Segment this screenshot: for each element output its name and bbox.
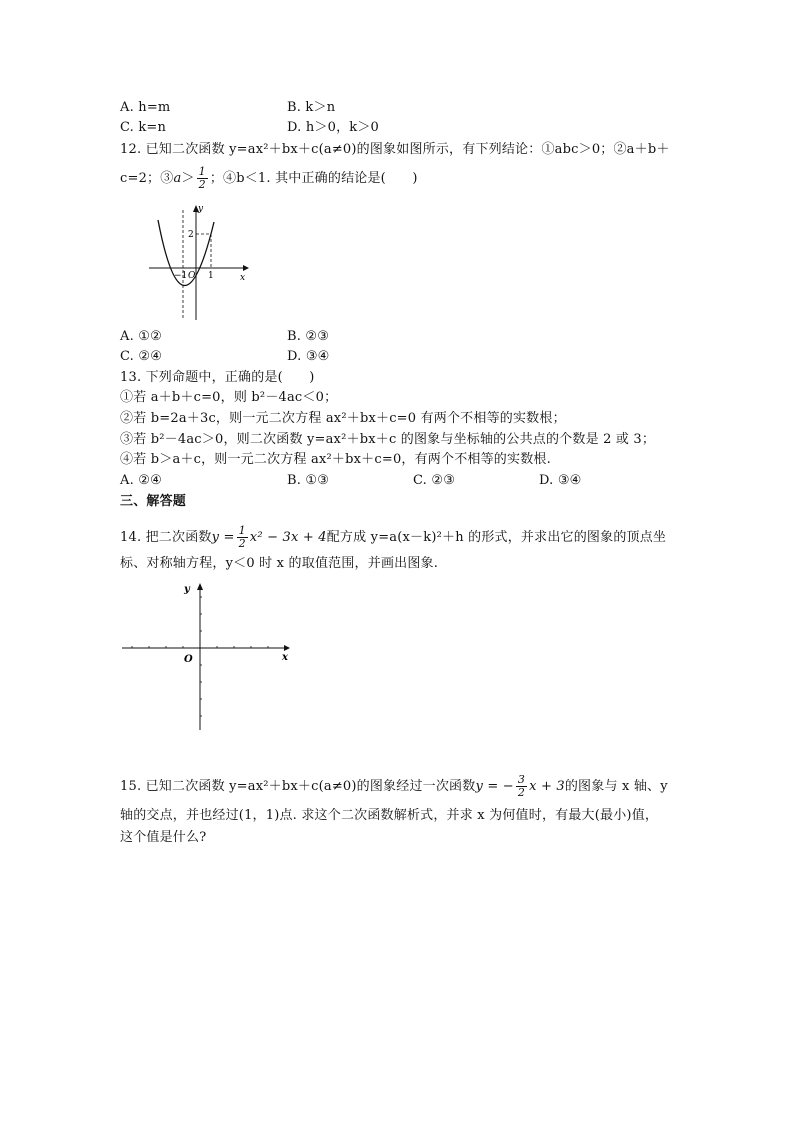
q12-stem-line2 bbox=[120, 166, 418, 191]
q12-option-b: B. ②③ bbox=[287, 329, 330, 344]
q11-option-b: B. k＞n bbox=[287, 100, 336, 115]
q14-post: 配方成 y=a(x－k)²＋h 的形式，并求出它的图象的顶点坐 bbox=[326, 530, 667, 545]
q13-statement-4: ④若 b＞a＋c，则一元二次方程 ax²＋bx＋c=0，有两个不相等的实数根. bbox=[120, 452, 551, 467]
q13-option-a: A. ②④ bbox=[120, 473, 162, 488]
q15-pre: 15. 已知二次函数 y=ax²＋bx＋c(a≠0)的图象经过一次函数 bbox=[120, 779, 476, 794]
q12-origin-label: O bbox=[188, 271, 196, 281]
q13-stem: 13. 下列命题中，正确的是( ) bbox=[120, 370, 315, 385]
q15-fraction bbox=[516, 774, 527, 799]
q12-parabola-graph bbox=[145, 200, 255, 325]
q12-x-label: x bbox=[240, 273, 246, 283]
q14-x-label: x bbox=[282, 652, 288, 663]
q15-stem-line1 bbox=[120, 774, 668, 799]
q11-option-a: A. h=m bbox=[120, 100, 171, 115]
q12-frac-num: 1 bbox=[198, 165, 206, 178]
x-axis-arrow-icon bbox=[284, 645, 290, 651]
q13-option-c: C. ②③ bbox=[413, 473, 456, 488]
q14-frac-den: 2 bbox=[238, 537, 246, 550]
q12-ineq-gt: ＞ bbox=[181, 171, 195, 186]
q14-frac-num: 1 bbox=[238, 524, 246, 537]
q11-option-d: D. h＞0，k＞0 bbox=[287, 120, 380, 135]
q14-pre: 14. 把二次函数 bbox=[120, 530, 212, 545]
q15-frac-num: 3 bbox=[517, 773, 526, 786]
q14-fraction bbox=[237, 525, 248, 550]
q12-stem-line1: 12. 已知二次函数 y=ax²＋bx＋c(a≠0)的图象如图所示，有下列结论：①abc＞0；②a＋b＋ bbox=[120, 142, 670, 157]
q12-tick-1: 1 bbox=[208, 271, 214, 281]
q11-option-c: C. k=n bbox=[120, 120, 167, 135]
q12-option-c: C. ②④ bbox=[120, 349, 163, 364]
q12-frac-den: 2 bbox=[198, 178, 206, 191]
q15-y-eq: y = − bbox=[475, 779, 514, 794]
q13-statement-3: ③若 b²－4ac＞0，则二次函数 y=ax²＋bx＋c 的图象与坐标轴的公共点的个数是 2 或 3； bbox=[120, 432, 656, 447]
q12-ineq-a: a bbox=[173, 171, 182, 186]
section-title-answers: 三、解答题 bbox=[120, 494, 187, 509]
q14-stem-line1 bbox=[120, 525, 666, 550]
q12-stem-line2-pre: c=2；③ bbox=[120, 171, 174, 186]
q12-option-d: D. ③④ bbox=[287, 349, 330, 364]
q14-y-label: y bbox=[184, 584, 190, 595]
q15-expr: x + 3 bbox=[529, 779, 565, 794]
q14-y-eq: y = bbox=[211, 530, 235, 545]
x-axis-arrow-icon bbox=[243, 265, 249, 271]
q15-post: 的图象与 x 轴、y bbox=[564, 779, 668, 794]
q13-statement-1: ①若 a＋b＋c=0，则 b²－4ac＜0； bbox=[120, 390, 338, 405]
q14-expr: x² − 3x + 4 bbox=[249, 530, 327, 545]
q15-stem-line3: 这个值是什么? bbox=[120, 830, 207, 845]
q12-option-a: A. ①② bbox=[120, 329, 162, 344]
q12-stem-line2-post: ；④b＜1. 其中正确的结论是( ) bbox=[209, 171, 418, 186]
q12-tick-2: 2 bbox=[188, 230, 194, 240]
q15-stem-line2: 轴的交点，并也经过(1，1)点. 求这个二次函数解析式，并求 x 为何值时，有最大(最小)值， bbox=[120, 808, 659, 823]
q15-frac-den: 2 bbox=[517, 786, 526, 799]
q14-stem-line2: 标、对称轴方程，y＜0 时 x 的取值范围，并画出图象. bbox=[120, 556, 439, 571]
y-axis-arrow-icon bbox=[197, 583, 203, 590]
q14-coordinate-axes bbox=[120, 580, 300, 735]
q12-tick-neg1: −1 bbox=[174, 271, 188, 281]
q14-origin-label: O bbox=[184, 654, 193, 665]
q13-option-d: D. ③④ bbox=[539, 473, 582, 488]
q12-fraction bbox=[197, 166, 208, 191]
q13-option-b: B. ①③ bbox=[287, 473, 330, 488]
q13-statement-2: ②若 b=2a＋3c，则一元二次方程 ax²＋bx＋c=0 有两个不相等的实数根； bbox=[120, 411, 566, 426]
q12-y-label: y bbox=[198, 204, 204, 214]
